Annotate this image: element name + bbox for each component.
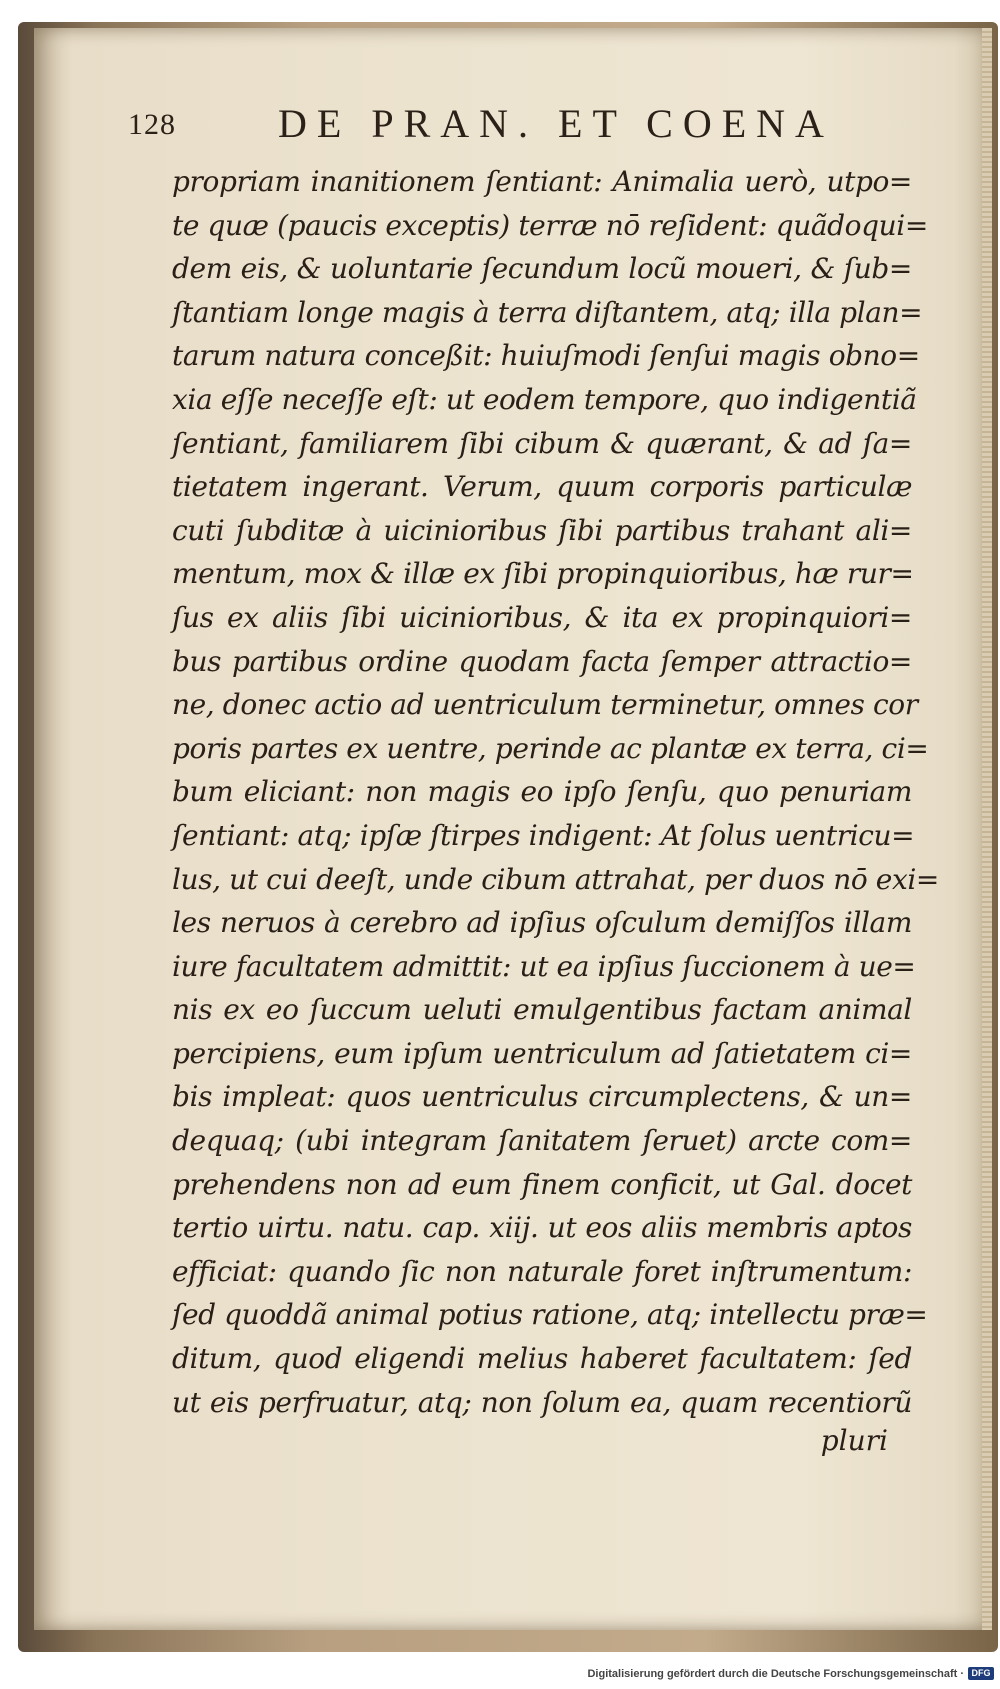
text-line: cuti ſubditæ à uicinioribus ſibi partibus trahant ali= <box>172 513 912 547</box>
text-line: dem eis, & uoluntarie ſecundum locũ moueri, & ſub= <box>172 252 912 286</box>
text-line: poris partes ex uentre, perinde ac plantæ ex terra, ci= <box>172 731 929 765</box>
text-line: xia eſſe neceſſe eſt: ut eodem tempore, quo indigentiã <box>172 382 917 416</box>
dfg-logo: DFG <box>968 1667 994 1680</box>
text-line: ſentiant, familiarem ſibi cibum & quærant, & ad ſa= <box>172 426 912 460</box>
text-line: bis impleat: quos uentriculus circumplectens, & un= <box>172 1080 912 1114</box>
text-line: tertio uirtu. natu. cap. xiij. ut eos aliis membris aptos <box>172 1211 912 1245</box>
text-line: iure facultatem admittit: ut ea ipſius ſuccionem à ue= <box>172 949 916 983</box>
text-line: dequaq; (ubi integram ſanitatem ſeruet) arcte com= <box>172 1124 912 1158</box>
catchword: pluri <box>820 1424 888 1457</box>
text-line: lus, ut cui deeſt, unde cibum attrahat, per duos nō exi= <box>172 862 939 896</box>
text-line: bus partibus ordine quodam facta ſemper attractio= <box>172 644 912 678</box>
running-head: DE PRAN. ET COENA <box>278 101 834 146</box>
text-line: ſentiant: atq; ipſæ ſtirpes indigent: At ſolus uentricu= <box>172 818 915 852</box>
funding-credit: Digitalisierung gefördert durch die Deutsche Forschungsgemeinschaft · <box>587 1668 964 1680</box>
text-line: ſed quoddã animal potius ratione, atq; intellectu præ= <box>172 1298 928 1332</box>
page-fore-edge <box>982 28 992 1630</box>
text-line: ut eis perfruatur, atq; non ſolum ea, quam recentiorũ <box>172 1385 912 1419</box>
body-text <box>172 160 939 1457</box>
text-line: bum eliciant: non magis eo ipſo ſenſu, quo penuriam <box>172 775 912 809</box>
page-number: 128 <box>128 108 176 141</box>
text-line: prehendens non ad eum finem conficit, ut Gal. docet <box>172 1167 912 1201</box>
text-line: ſtantiam longe magis à terra diſtantem, atq; illa plan= <box>172 295 923 329</box>
text-line: ne, donec actio ad uentriculum terminetur, omnes cor <box>172 688 918 722</box>
text-line: ditum, quod eligendi melius haberet facultatem: ſed <box>172 1342 912 1376</box>
text-line: les neruos à cerebro ad ipſius oſculum demiſſos illam <box>172 906 912 940</box>
text-line: tietatem ingerant. Verum, quum corporis particulæ <box>172 470 912 504</box>
text-line: propriam inanitionem ſentiant: Animalia uerò, utpo= <box>172 165 912 198</box>
text-line: ſus ex aliis ſibi uicinioribus, & ita ex propinquiori= <box>172 600 912 634</box>
text-line: mentum, mox & illæ ex ſibi propinquioribus, hæ rur= <box>172 557 914 591</box>
text-line: nis ex eo ſuccum ueluti emulgentibus factam animal <box>172 993 912 1027</box>
text-line: tarum natura conceßit: huiuſmodi ſenſui magis obno= <box>172 339 920 373</box>
text-line: te quæ (paucis exceptis) terræ nō reſident: quãdoqui= <box>172 208 928 242</box>
text-line: efficiat: quando ſic non naturale foret inſtrumentum: <box>172 1254 912 1288</box>
footer-bar <box>0 1662 1000 1689</box>
text-line: percipiens, eum ipſum uentriculum ad ſatietatem ci= <box>172 1036 912 1070</box>
page-header <box>128 90 888 150</box>
